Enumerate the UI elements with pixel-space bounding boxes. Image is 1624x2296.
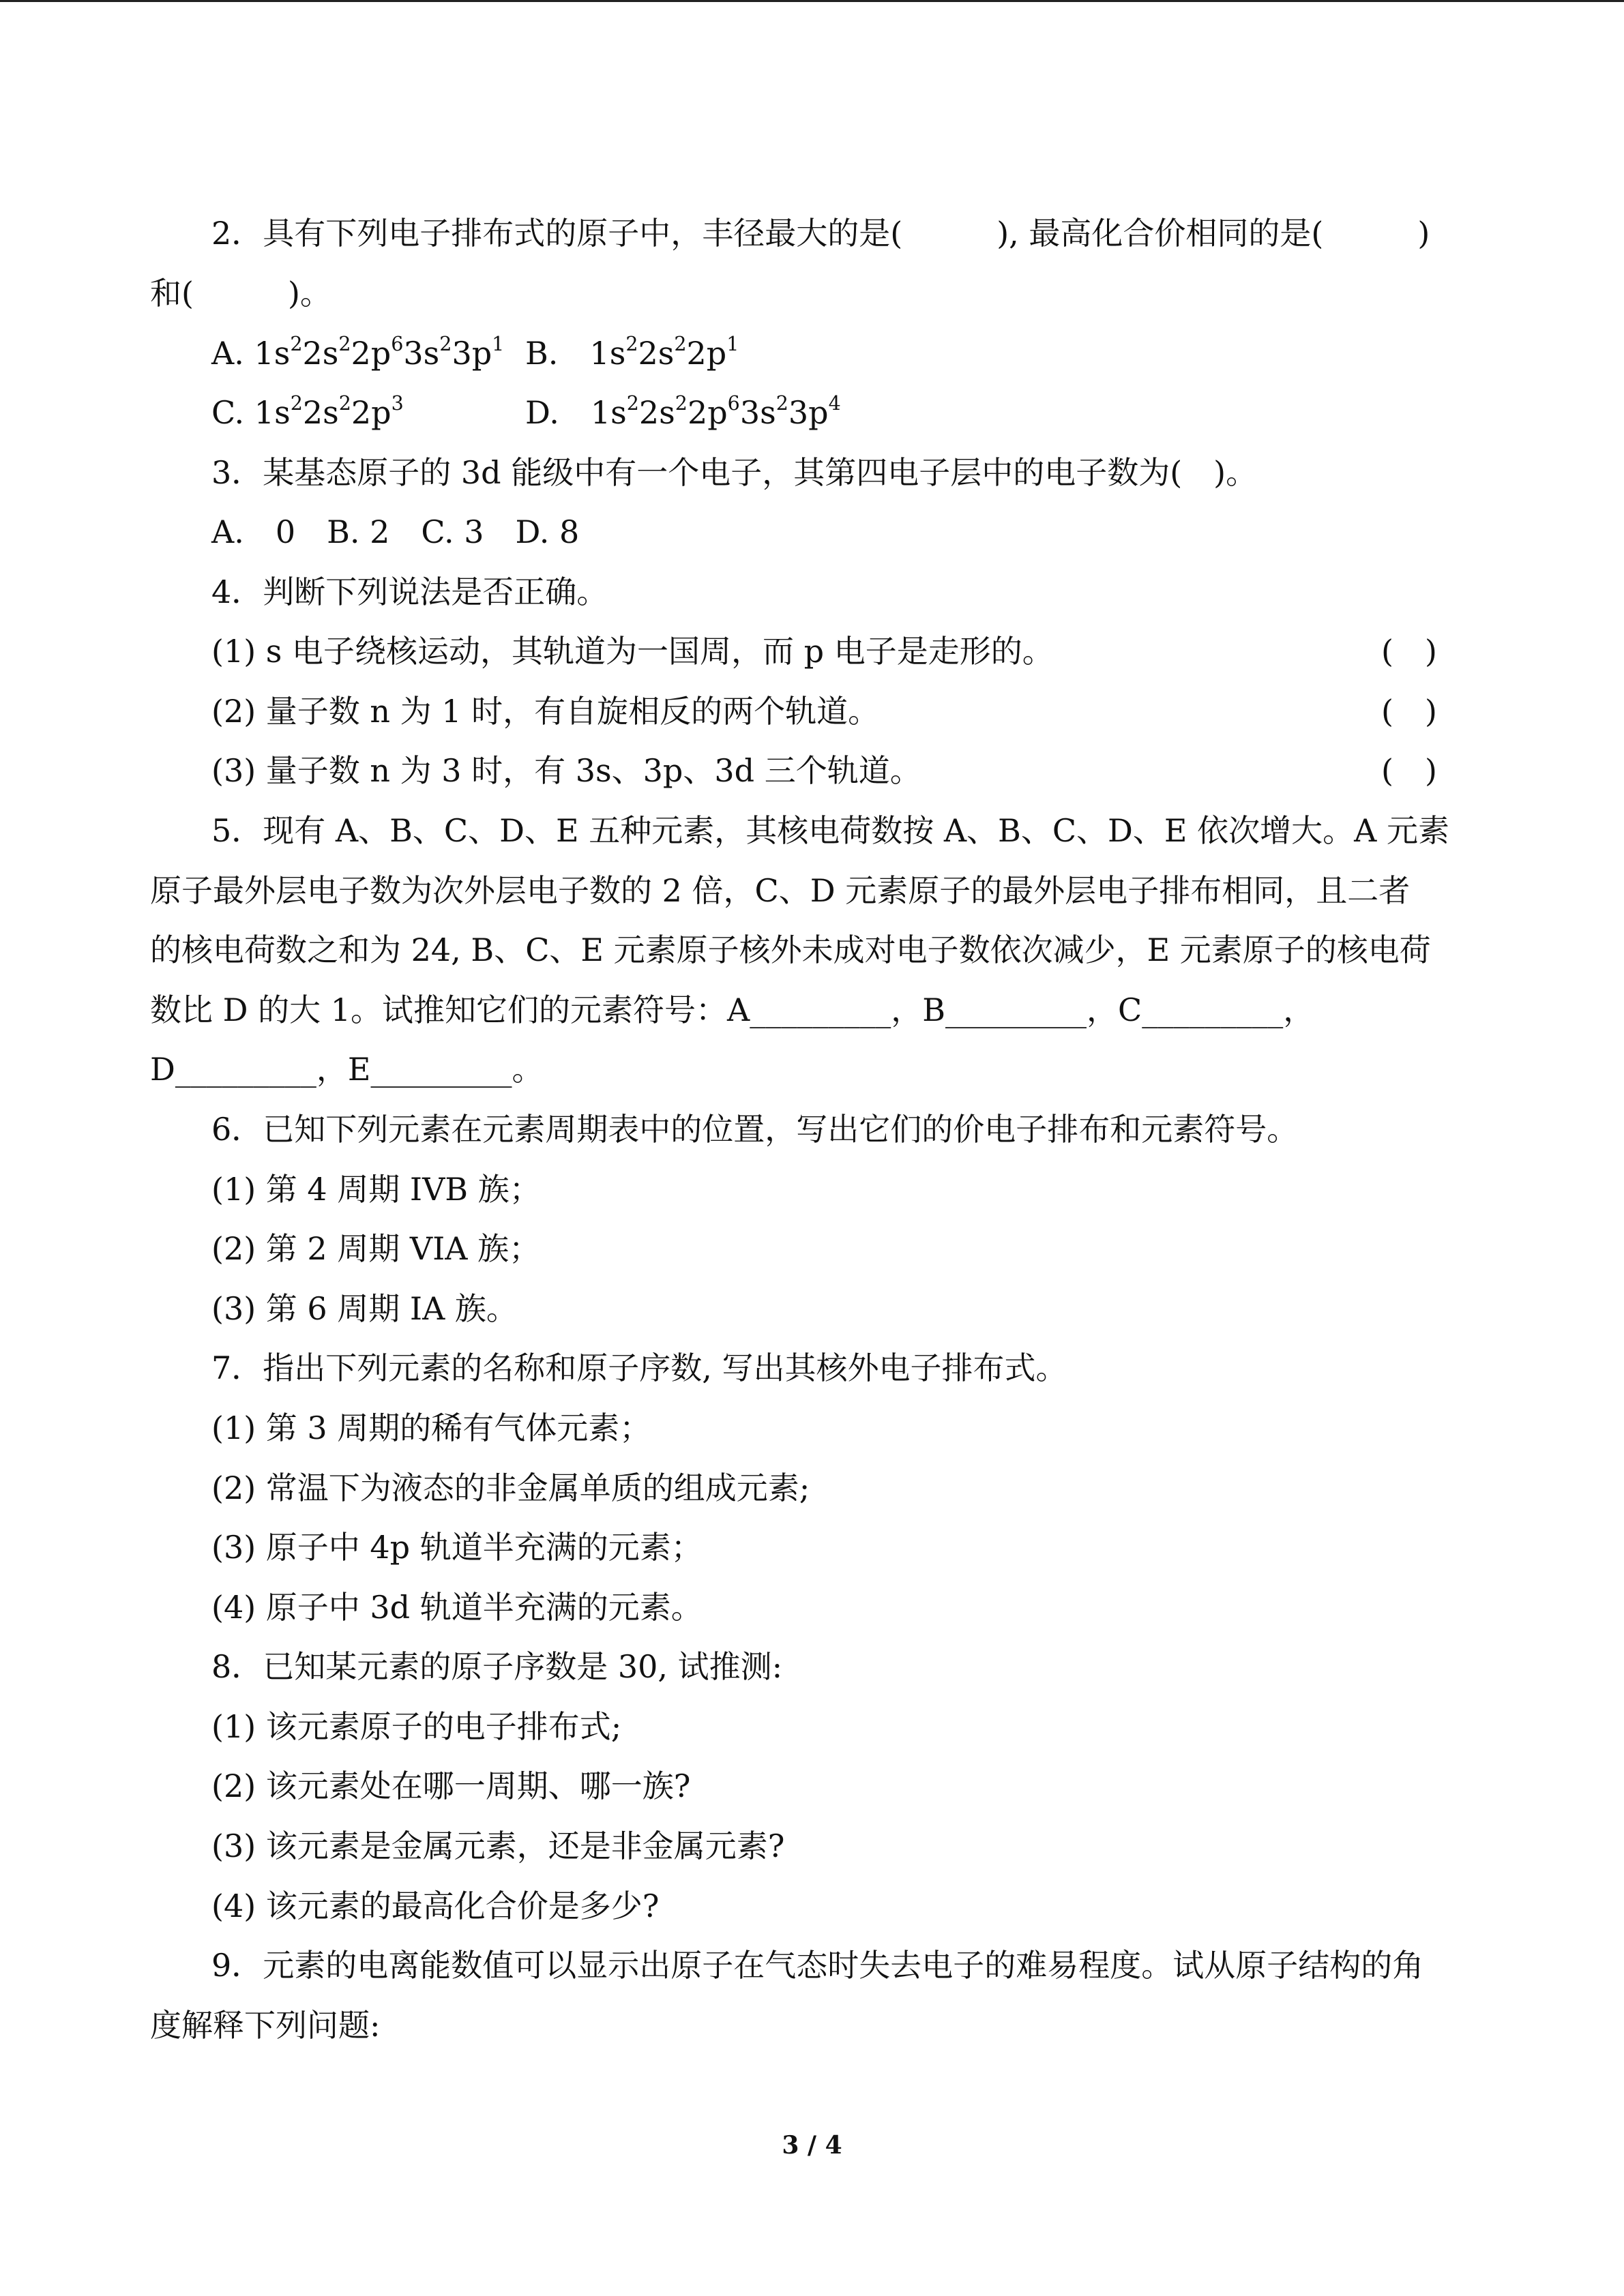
q5-line-4: 数比 D 的大 1。试推知它们的元素符号：A_________，B_________，C_________， bbox=[150, 992, 1315, 1028]
q8-item-2: (2) 该元素处在哪一周期、哪一族? bbox=[211, 1768, 691, 1804]
q5-line-2: 原子最外层电子数为次外层电子数的 2 倍，C、D 元素原子的最外层电子排布相同，且二者 bbox=[150, 872, 1411, 909]
q7-stem: 7．指出下列元素的名称和原子序数, 写出其核外电子排布式。 bbox=[211, 1350, 1067, 1386]
q9-line-2: 度解释下列问题: bbox=[150, 2007, 381, 2044]
q8-item-3: (3) 该元素是金属元素，还是非金属元素? bbox=[211, 1828, 785, 1864]
q6-item-2: (2) 第 2 周期 VIA 族； bbox=[211, 1230, 541, 1267]
q4-answer-mark-2: ( ) bbox=[1381, 693, 1437, 730]
q5-line-1: 5．现有 A、B、C、D、E 五种元素，其核电荷数按 A、B、C、D、E 依次增大。A 元素 bbox=[211, 812, 1449, 849]
q4-item-3: (3) 量子数 n 为 3 时，有 3s、3p、3d 三个轨道。 bbox=[211, 752, 921, 789]
q4-stem: 4．判断下列说法是否正确。 bbox=[211, 573, 608, 610]
q2-stem: 2．具有下列电子排布式的原子中，丰径最大的是( ), 最高化合价相同的是( ) bbox=[211, 215, 1430, 252]
page-number: 3 / 4 bbox=[782, 2131, 842, 2160]
q2-option-d: D. $1s^22s^22p^63s^23p^4$ bbox=[525, 392, 841, 431]
page-top-border bbox=[0, 0, 1624, 2]
q4-item-1: (1) s 电子绕核运动，其轨道为一国周，而 p 电子是走形的。 bbox=[211, 633, 1054, 670]
q4-item-2: (2) 量子数 n 为 1 时，有自旋相反的两个轨道。 bbox=[211, 693, 880, 730]
q5-line-5: D_________，E_________。 bbox=[150, 1051, 544, 1088]
q4-answer-mark-1: ( ) bbox=[1381, 633, 1437, 670]
q6-item-3: (3) 第 6 周期 IA 族。 bbox=[211, 1290, 518, 1327]
q7-item-2: (2) 常温下为液态的非金属单质的组成元素; bbox=[211, 1470, 810, 1506]
q8-stem: 8．已知某元素的原子序数是 30, 试推测: bbox=[211, 1648, 783, 1685]
q6-item-1: (1) 第 4 周期 IVB 族； bbox=[211, 1171, 541, 1208]
q2-option-b: B. $1s^22s^22p^1$ bbox=[525, 333, 739, 372]
q7-item-1: (1) 第 3 周期的稀有气体元素； bbox=[211, 1410, 651, 1446]
q2-option-c: C. $1s^22s^22p^3$ bbox=[211, 392, 404, 431]
q4-answer-mark-3: ( ) bbox=[1381, 752, 1437, 789]
q6-stem: 6．已知下列元素在元素周期表中的位置，写出它们的价电子排布和元素符号。 bbox=[211, 1111, 1299, 1148]
q3-options: A. 0 B. 2 C. 3 D. 8 bbox=[211, 513, 580, 550]
q2-stem-continued: 和( )。 bbox=[150, 275, 331, 312]
q8-item-4: (4) 该元素的最高化合价是多少? bbox=[211, 1888, 660, 1924]
q3-stem: 3．某基态原子的 3d 能级中有一个电子，其第四电子层中的电子数为( )。 bbox=[211, 454, 1258, 491]
q7-item-4: (4) 原子中 3d 轨道半充满的元素。 bbox=[211, 1589, 703, 1626]
q8-item-1: (1) 该元素原子的电子排布式; bbox=[211, 1708, 622, 1745]
q7-item-3: (3) 原子中 4p 轨道半充满的元素； bbox=[211, 1529, 703, 1566]
q9-line-1: 9．元素的电离能数值可以显示出原子在气态时失去电子的难易程度。试从原子结构的角 bbox=[211, 1947, 1424, 1984]
q5-line-3: 的核电荷数之和为 24, B、C、E 元素原子核外未成对电子数依次减少，E 元素原子的核电荷 bbox=[150, 931, 1431, 968]
q2-option-a: A. $1s^22s^22p^63s^23p^1$ bbox=[211, 333, 505, 372]
